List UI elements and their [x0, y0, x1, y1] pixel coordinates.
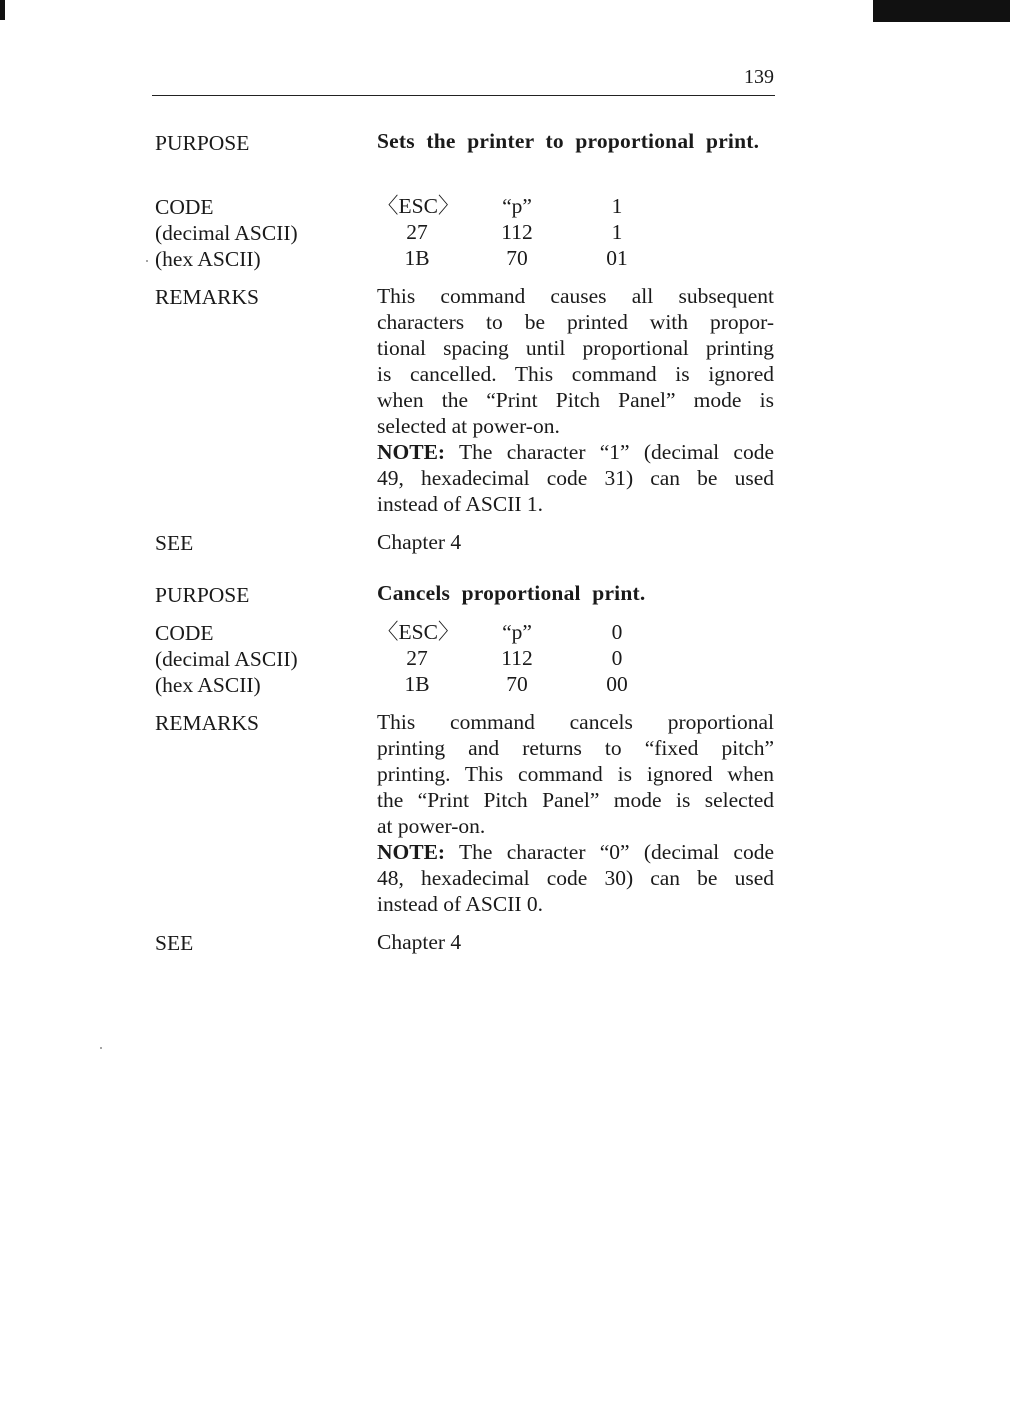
decimal-char: 112	[501, 646, 533, 670]
decimal-param: 0	[611, 646, 623, 670]
remarks-line: This command causes all subsequent	[377, 284, 774, 308]
decimal-row	[377, 645, 774, 671]
note-label: NOTE:	[377, 840, 446, 864]
decimal-param: 1	[611, 220, 623, 244]
decimal-row	[377, 219, 774, 245]
remarks-line-last: at power-on.	[377, 814, 486, 838]
hex-param: 00	[606, 672, 628, 696]
see-reference: Chapter 4	[377, 530, 462, 554]
code-table	[377, 619, 774, 697]
scan-edge-mark-right	[873, 0, 1010, 22]
remarks-line: printing and returns to “fixed pitch”	[377, 736, 774, 760]
code-esc: 〈ESC〉	[377, 620, 460, 644]
code-param: 1	[611, 194, 623, 218]
remarks-text	[377, 709, 774, 917]
see-reference: Chapter 4	[377, 930, 462, 954]
header-rule	[152, 95, 775, 96]
purpose-label: PURPOSE	[155, 583, 250, 607]
remarks-line: printing. This command is ignored when	[377, 762, 774, 786]
remarks-line: tional spacing until proportional printing	[377, 336, 774, 360]
remarks-line: is cancelled. This command is ignored	[377, 362, 774, 386]
note-line: 49, hexadecimal code 31) can be used	[377, 466, 774, 490]
code-label: CODE	[155, 195, 214, 219]
code-char: “p”	[502, 620, 532, 644]
decimal-esc: 27	[406, 220, 428, 244]
code-param: 0	[611, 620, 623, 644]
decimal-ascii-label: (decimal ASCII)	[155, 221, 298, 245]
remarks-line: characters to be printed with propor-	[377, 310, 774, 334]
hex-char: 70	[506, 672, 528, 696]
remarks-label: REMARKS	[155, 285, 259, 309]
remarks-label: REMARKS	[155, 711, 259, 735]
hex-row	[377, 245, 774, 271]
code-table	[377, 193, 774, 271]
code-esc: 〈ESC〉	[377, 194, 460, 218]
purpose-text: Sets the printer to proportional print.	[377, 129, 760, 153]
remarks-line-last: selected at power-on.	[377, 414, 560, 438]
hex-ascii-label: (hex ASCII)	[155, 247, 261, 271]
code-row	[377, 193, 774, 219]
scan-speck	[100, 1047, 102, 1049]
remarks-line: This command cancels proportional	[377, 710, 774, 734]
hex-esc: 1B	[404, 672, 430, 696]
note-line	[377, 839, 774, 865]
code-char: “p”	[502, 194, 532, 218]
see-label: SEE	[155, 531, 194, 555]
note-line	[377, 439, 774, 465]
hex-char: 70	[506, 246, 528, 270]
decimal-esc: 27	[406, 646, 428, 670]
code-label: CODE	[155, 621, 214, 645]
note-line-last: instead of ASCII 0.	[377, 892, 544, 916]
hex-esc: 1B	[404, 246, 430, 270]
page-number: 139	[744, 66, 774, 88]
see-label: SEE	[155, 931, 194, 955]
hex-ascii-label: (hex ASCII)	[155, 673, 261, 697]
scan-speck	[146, 260, 148, 262]
note-text: The character “1” (decimal code	[459, 440, 774, 464]
decimal-ascii-label: (decimal ASCII)	[155, 647, 298, 671]
code-row	[377, 619, 774, 645]
remarks-line: the “Print Pitch Panel” mode is selected	[377, 788, 774, 812]
hex-row	[377, 671, 774, 697]
remarks-text	[377, 283, 774, 517]
note-line: 48, hexadecimal code 30) can be used	[377, 866, 774, 890]
hex-param: 01	[606, 246, 628, 270]
purpose-text: Cancels proportional print.	[377, 581, 646, 605]
note-label: NOTE:	[377, 440, 446, 464]
purpose-label: PURPOSE	[155, 131, 250, 155]
scan-edge-mark-left	[0, 0, 5, 20]
decimal-char: 112	[501, 220, 533, 244]
remarks-line: when the “Print Pitch Panel” mode is	[377, 388, 774, 412]
note-text: The character “0” (decimal code	[459, 840, 774, 864]
note-line-last: instead of ASCII 1.	[377, 492, 544, 516]
